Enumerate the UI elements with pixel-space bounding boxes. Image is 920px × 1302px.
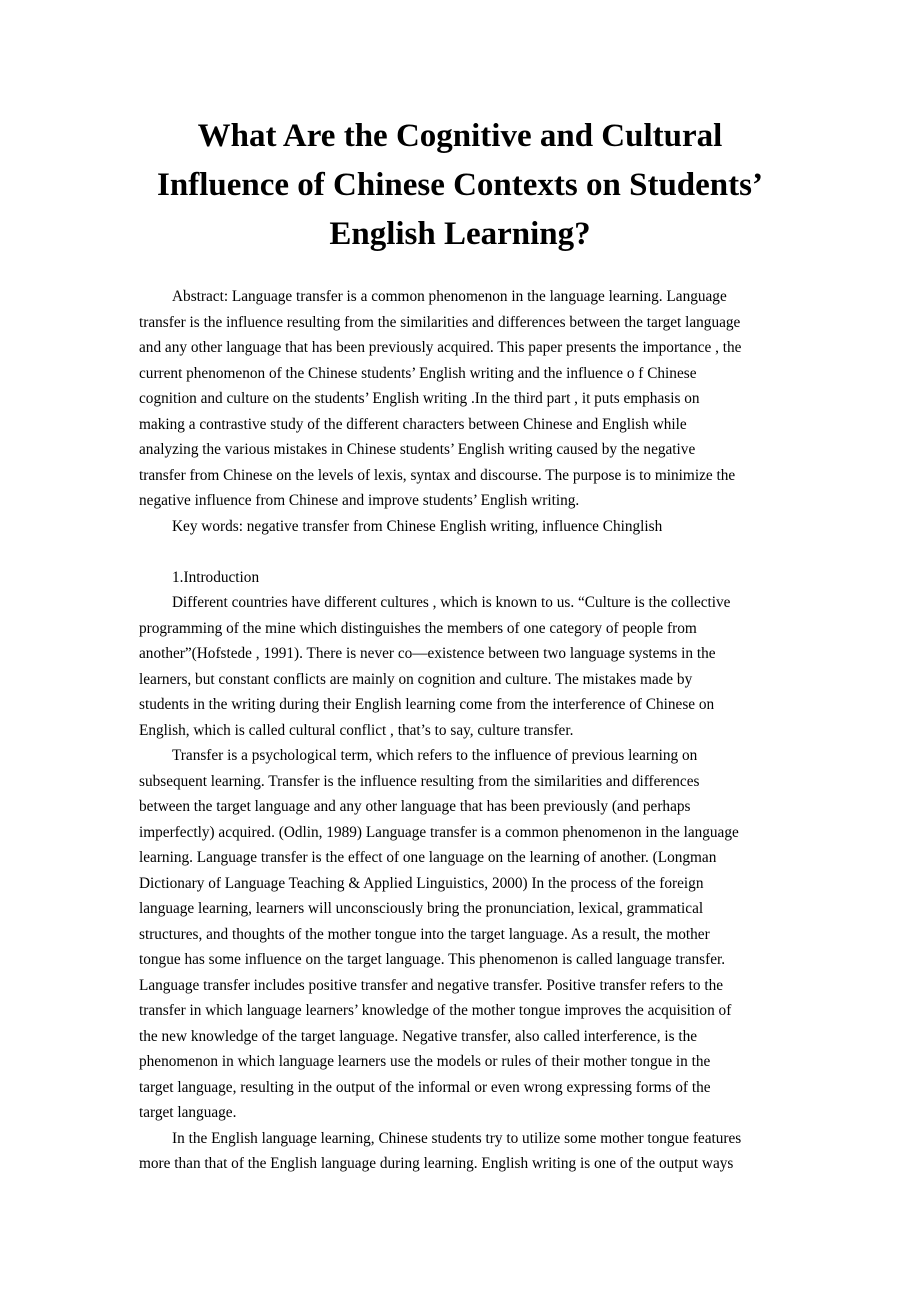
paragraph-line: more than that of the English language during learning. English writing is one of the output ways [139,1155,734,1172]
paragraph-line: tongue has some influence on the target language. This phenomenon is called language transfer. [139,951,726,968]
abstract-line: negative influence from Chinese and improve students’ English writing. [139,492,580,509]
paragraph-line: structures, and thoughts of the mother tongue into the target language. As a result, the mother [139,925,710,943]
title-line: English Learning? [329,216,591,252]
keywords: Key words: negative transfer from Chinese English writing, influence Chinglish [172,517,663,535]
paragraph-line: programming of the mine which distinguishes the members of one category of people from [139,619,697,637]
title-line: Influence of Chinese Contexts on Students’ [157,167,763,203]
abstract-line: Abstract: Language transfer is a common phenomenon in the language learning. Language [172,288,727,305]
abstract-line: transfer is the influence resulting from the similarities and differences between the target language [139,313,741,331]
paragraph-line: subsequent learning. Transfer is the influence resulting from the similarities and differences [139,772,700,790]
paragraph-line: target language, resulting in the output of the informal or even wrong expressing forms of the [139,1078,711,1096]
blank-line [139,539,789,565]
paragraph-line: Transfer is a psychological term, which refers to the influence of previous learning on [172,747,698,764]
paragraph-line: English, which is called cultural conflict , that’s to say, culture transfer. [139,721,574,739]
abstract-line: cognition and culture on the students’ English writing .In the third part , it puts emphasis on [139,390,700,407]
abstract-line: and any other language that has been previously acquired. This paper presents the importance , the [139,339,742,356]
paragraph-line: another”(Hofstede , 1991). There is never co—existence between two language systems in the [139,645,716,662]
abstract-line: analyzing the various mistakes in Chinese students’ English writing caused by the negative [139,441,696,458]
paragraph-line: target language. [139,1104,237,1121]
paragraph-line: language learning, learners will unconsciously bring the pronunciation, lexical, grammatical [139,900,704,917]
paragraph-line: students in the writing during their English learning come from the interference of Chinese on [139,696,715,713]
abstract-line: making a contrastive study of the different characters between Chinese and English while [139,415,687,433]
paragraph-line: Different countries have different cultures , which is known to us. “Culture is the collective [172,594,731,611]
paragraph-line: phenomenon in which language learners use the models or rules of their mother tongue in the [139,1053,711,1070]
paragraph-line: imperfectly) acquired. (Odlin, 1989) Language transfer is a common phenomenon in the language [139,823,739,841]
paragraph-line: transfer in which language learners’ knowledge of the mother tongue improves the acquisition of [139,1002,732,1019]
body-paragraph [139,1126,789,1177]
abstract-line: current phenomenon of the Chinese students’ English writing and the influence o f Chinese [139,364,697,382]
paragraph-line: learners, but constant conflicts are mainly on cognition and culture. The mistakes made by [139,670,693,688]
body-paragraph [139,590,789,743]
paragraph-line: Dictionary of Language Teaching & Applied Linguistics, 2000) In the process of the foreign [139,874,704,892]
title-line: What Are the Cognitive and Cultural [197,118,723,154]
document-body [139,284,789,1177]
abstract-line: transfer from Chinese on the levels of lexis, syntax and discourse. The purpose is to minimize the [139,466,736,484]
paragraph-line: learning. Language transfer is the effect of one language on the learning of another. (Longman [139,849,717,866]
paragraph-line: the new knowledge of the target language. Negative transfer, also called interference, is the [139,1027,698,1045]
body-paragraph [139,743,789,1126]
paragraph-line: between the target language and any other language that has been previously (and perhaps [139,798,691,815]
paragraph-line: In the English language learning, Chinese students try to utilize some mother tongue features [172,1129,742,1147]
paragraph-line: Language transfer includes positive transfer and negative transfer. Positive transfer refers to the [139,976,724,994]
abstract-paragraph [139,284,789,514]
section-heading: 1.Introduction [172,568,260,586]
document-title [100,112,820,259]
